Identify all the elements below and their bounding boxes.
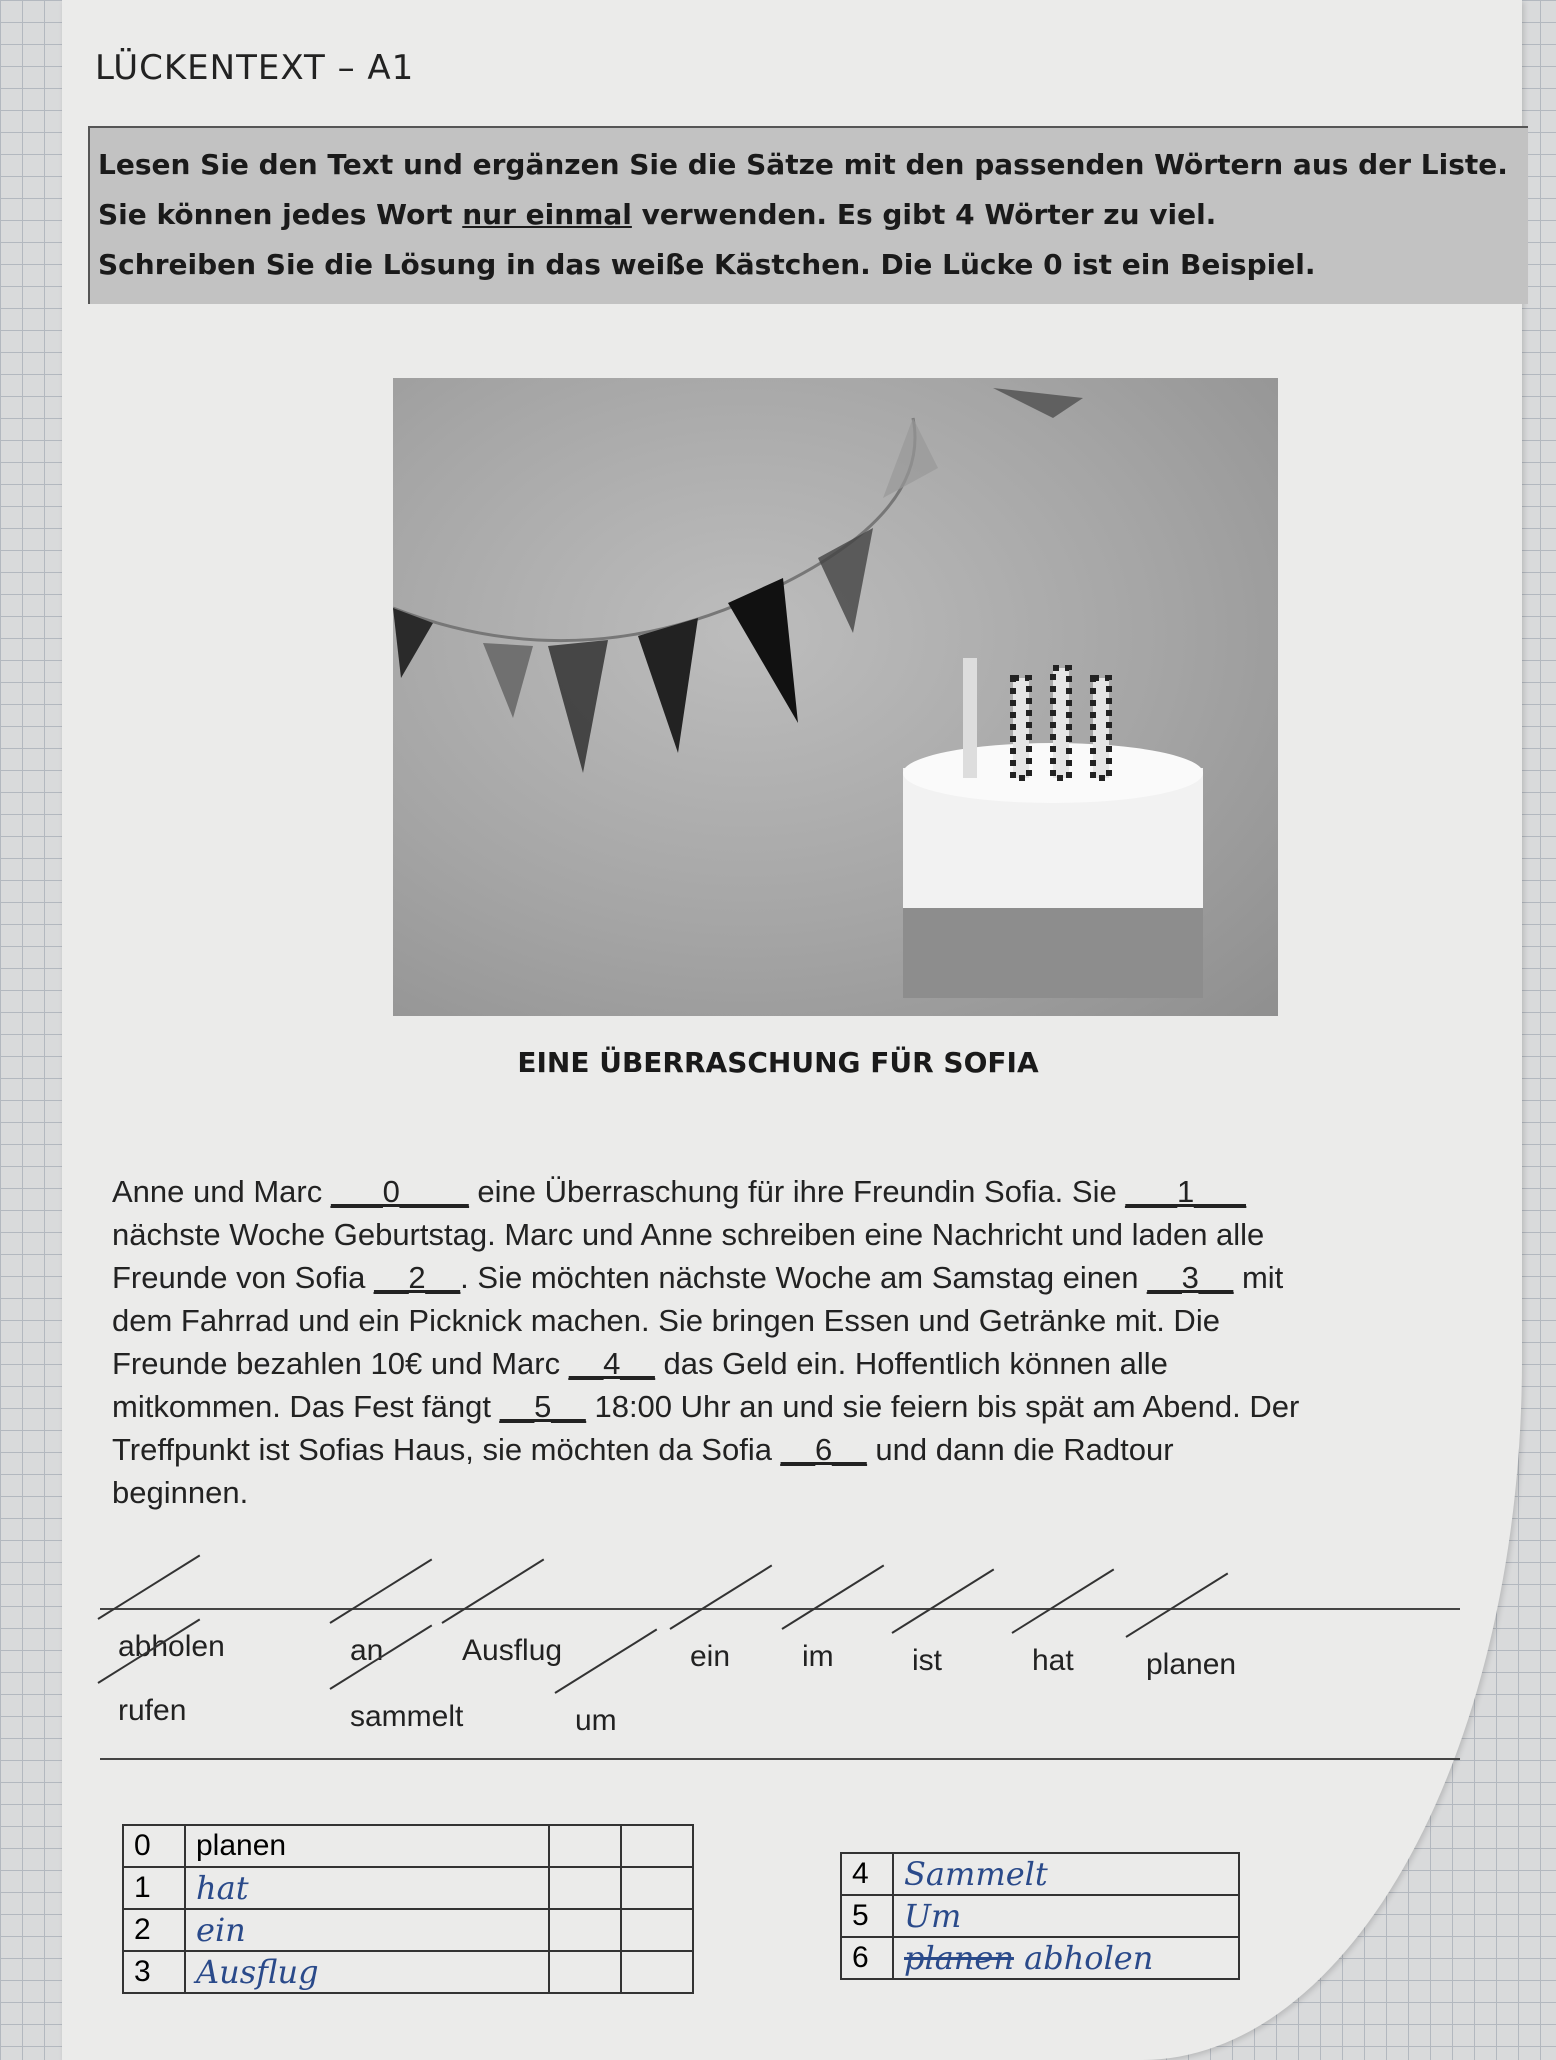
empty-cell	[621, 1909, 693, 1951]
bunting-flag	[728, 578, 798, 723]
answer-row	[123, 1867, 693, 1909]
story-line	[112, 1256, 1512, 1299]
word-label: ist	[912, 1644, 942, 1677]
answer-row	[841, 1895, 1239, 1937]
empty-cell	[549, 1909, 621, 1951]
word-label: an	[350, 1634, 384, 1667]
answer-row	[123, 1825, 693, 1867]
gap-2: __2__	[373, 1260, 461, 1295]
answer-table-left	[122, 1824, 694, 1994]
answer-number: 4	[841, 1853, 893, 1895]
candle	[1093, 678, 1109, 778]
answer-number: 0	[123, 1825, 185, 1867]
answer-row	[841, 1937, 1239, 1979]
worksheet-title: LÜCKENTEXT – A1	[95, 48, 415, 88]
corrected-answer: abholen	[1024, 1939, 1154, 1977]
instructions-box	[88, 126, 1528, 304]
empty-cell	[549, 1951, 621, 1993]
empty-cell	[621, 1951, 693, 1993]
answer-number: 2	[123, 1909, 185, 1951]
answer-row	[123, 1909, 693, 1951]
story-line: dem Fahrrad und ein Picknick machen. Sie bringen Essen und Getränke mit. Die	[112, 1303, 1220, 1338]
word-item	[690, 1640, 730, 1674]
story-line	[112, 1385, 1512, 1428]
bunting-string	[393, 418, 915, 641]
answer-table-right	[840, 1852, 1240, 1980]
story-line	[112, 1428, 1512, 1471]
word-label: im	[802, 1640, 834, 1673]
story-text-fragment: . Sie möchten nächste Woche am Samstag einen	[460, 1260, 1148, 1295]
candle	[1053, 668, 1069, 778]
story-line: nächste Woche Geburtstag. Marc und Anne schreiben eine Nachricht und laden alle	[112, 1217, 1265, 1252]
empty-cell	[549, 1867, 621, 1909]
handwritten-answer[interactable]: hat	[185, 1867, 549, 1909]
word-label: rufen	[118, 1694, 187, 1727]
empty-cell	[621, 1825, 693, 1867]
bunting-flag	[548, 640, 608, 773]
story-text-fragment: eine Überraschung für ihre Freundin Sofia. Sie	[468, 1174, 1126, 1209]
bunting-flag	[483, 643, 533, 718]
strike-line	[554, 1629, 657, 1694]
answer-row	[841, 1853, 1239, 1895]
empty-cell	[621, 1867, 693, 1909]
word-item	[462, 1634, 562, 1668]
story-line: beginnen.	[112, 1475, 249, 1510]
gap-3: __3__	[1147, 1260, 1234, 1295]
story-text-fragment: Anne und Marc	[112, 1174, 331, 1209]
story-text-fragment: mitkommen. Das Fest fängt	[112, 1389, 500, 1424]
word-item	[350, 1700, 463, 1734]
bunting-flag	[638, 618, 698, 753]
handwritten-answer[interactable]	[893, 1937, 1239, 1979]
answer-example: planen	[185, 1825, 549, 1867]
empty-cell	[549, 1825, 621, 1867]
instruction-underlined: nur einmal	[462, 198, 632, 231]
word-item	[575, 1704, 617, 1738]
struck-answer: planen	[904, 1939, 1014, 1977]
word-item	[1032, 1644, 1074, 1678]
birthday-cake-photo	[393, 378, 1278, 1016]
story-text-fragment: Freunde von Sofia	[112, 1260, 374, 1295]
word-label: planen	[1146, 1648, 1237, 1681]
word-label: sammelt	[350, 1700, 464, 1733]
word-list-box	[100, 1608, 1460, 1760]
handwritten-answer[interactable]: Um	[893, 1895, 1239, 1937]
handwritten-answer[interactable]: Sammelt	[893, 1853, 1239, 1895]
story-line	[112, 1170, 1512, 1213]
word-label: hat	[1032, 1644, 1074, 1677]
story-text-fragment: 18:00 Uhr an und sie feiern bis spät am Abend. Der	[585, 1389, 1300, 1424]
instruction-line-2-pre: Sie können jedes Wort	[98, 198, 463, 231]
story-title: EINE ÜBERRASCHUNG FÜR SOFIA	[517, 1046, 1039, 1079]
candle	[963, 658, 977, 778]
word-label: abholen	[118, 1630, 225, 1663]
gap-1: ___1___	[1125, 1174, 1247, 1209]
handwritten-answer[interactable]: ein	[185, 1909, 549, 1951]
word-item	[118, 1694, 186, 1728]
birthday-cake-illustration	[393, 378, 1278, 1016]
story-text-fragment: und dann die Radtour	[866, 1432, 1174, 1467]
cake-sprinkles	[903, 908, 1203, 998]
word-label: um	[575, 1704, 617, 1737]
instruction-line-3: Schreiben Sie die Lösung in das weiße Kästchen. Die Lücke 0 ist ein Beispiel.	[98, 248, 1316, 281]
word-item	[1146, 1648, 1236, 1682]
story-text-fragment: mit	[1233, 1260, 1284, 1295]
word-item	[350, 1634, 383, 1668]
bunting-flag	[993, 388, 1083, 418]
story-text-fragment: Treffpunkt ist Sofias Haus, sie möchten da Sofia	[112, 1432, 781, 1467]
bunting-flag	[818, 528, 873, 633]
answer-number: 6	[841, 1937, 893, 1979]
gap-6: __6__	[780, 1432, 867, 1467]
gap-5: __5__	[499, 1389, 586, 1424]
story-line	[112, 1342, 1512, 1385]
handwritten-answer[interactable]: Ausflug	[185, 1951, 549, 1993]
answer-number: 5	[841, 1895, 893, 1937]
word-label: ein	[690, 1640, 731, 1673]
instruction-line-2	[98, 192, 1520, 242]
instruction-line-2-post: verwenden. Es gibt 4 Wörter zu viel.	[631, 198, 1217, 231]
word-item	[802, 1640, 834, 1674]
answer-number: 1	[123, 1867, 185, 1909]
story-text-fragment: das Geld ein. Hoffentlich können alle	[654, 1346, 1168, 1381]
bunting-flag	[883, 418, 938, 498]
answer-row	[123, 1951, 693, 1993]
candle	[1013, 678, 1029, 778]
word-label: Ausflug	[462, 1634, 563, 1667]
instruction-line-1: Lesen Sie den Text und ergänzen Sie die Sätze mit den passenden Wörtern aus der Liste.	[98, 148, 1508, 181]
answer-number: 3	[123, 1951, 185, 1993]
word-item	[912, 1644, 942, 1678]
story-text-fragment: Freunde bezahlen 10€ und Marc	[112, 1346, 569, 1381]
gap-0: ___0____	[330, 1174, 469, 1209]
story-text	[112, 1170, 1512, 1514]
gap-4: __4__	[568, 1346, 655, 1381]
